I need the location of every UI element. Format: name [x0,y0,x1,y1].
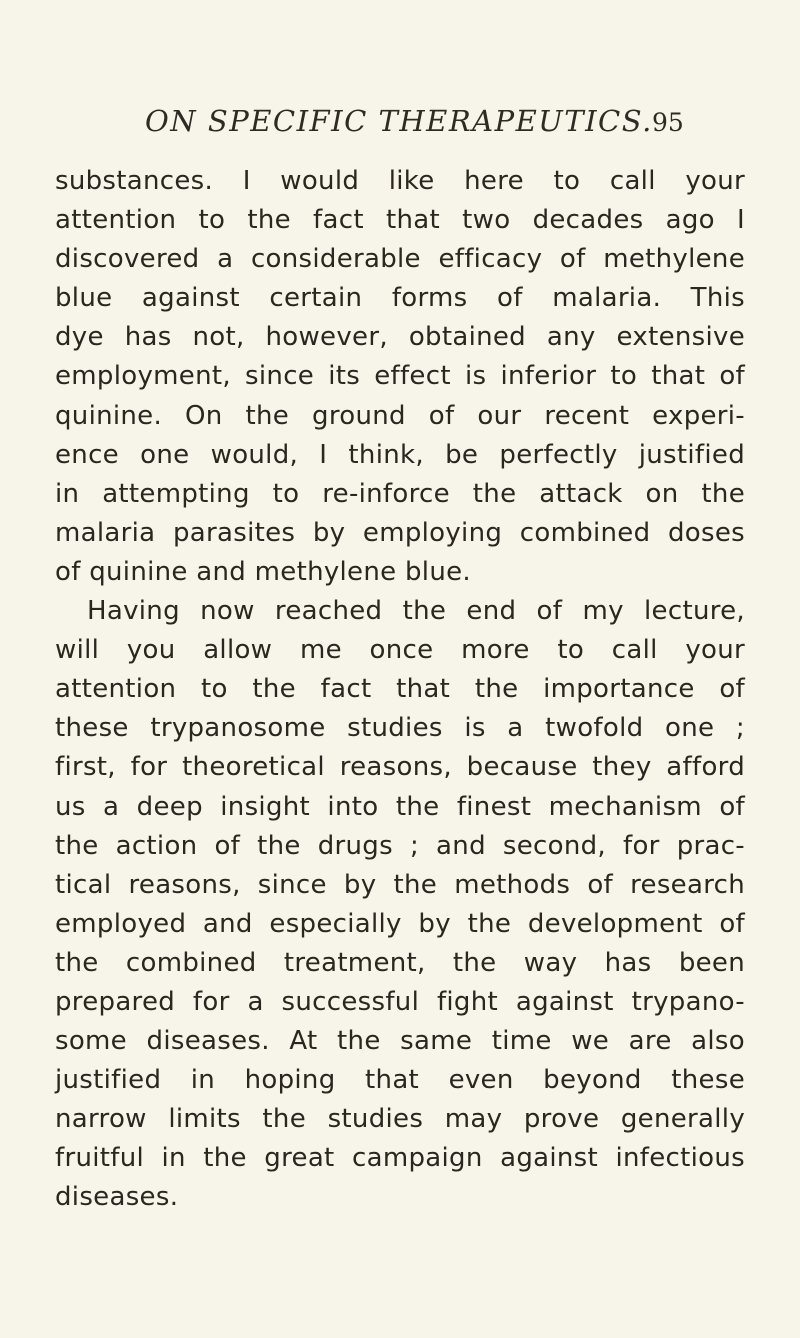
text-line: discovered a considerable efficacy of methylene [55,244,745,275]
text-line: in attempting to re-inforce the attack on the [55,478,745,509]
body-text [55,162,745,1218]
text-line: some diseases. At the same time we are also [55,1026,745,1057]
text-line: blue against certain forms of malaria. This [55,283,745,314]
text-line: employment, since its effect is inferior to that of [55,361,745,392]
text-line: quinine. On the ground of our recent experi- [55,400,745,431]
text-line: tical reasons, since by the methods of research [55,869,745,900]
text-line: employed and especially by the development of [55,908,745,939]
text-line: us a deep insight into the finest mechanism of [55,791,745,822]
text-line: justified in hoping that even beyond these [55,1065,745,1096]
paragraph-start-line: Having now reached the end of my lecture, [87,596,745,627]
text-line: prepared for a successful fight against trypano- [55,986,745,1017]
text-line: attention to the fact that the importance of [55,674,745,705]
paragraph-end-line: of quinine and methylene blue. [55,556,471,587]
text-line: ence one would, I think, be perfectly justified [55,439,745,470]
page-number: 95 [652,108,684,137]
text-line: dye has not, however, obtained any extensive [55,322,745,353]
text-line: fruitful in the great campaign against infectious [55,1143,745,1174]
text-line: the action of the drugs ; and second, for prac- [55,830,745,861]
text-line: malaria parasites by employing combined doses [55,517,745,548]
text-line: the combined treatment, the way has been [55,947,745,978]
text-line: narrow limits the studies may prove generally [55,1104,745,1135]
text-line: substances. I would like here to call your [55,166,745,196]
paragraph-end-line: diseases. [55,1182,179,1213]
running-head-title: ON SPECIFIC THERAPEUTICS. [145,104,653,138]
text-line: these trypanosome studies is a twofold one ; [55,713,745,744]
text-line: will you allow me once more to call your [55,635,745,666]
text-line: attention to the fact that two decades ago I [55,205,745,236]
text-line: first, for theoretical reasons, because they afford [55,752,745,783]
